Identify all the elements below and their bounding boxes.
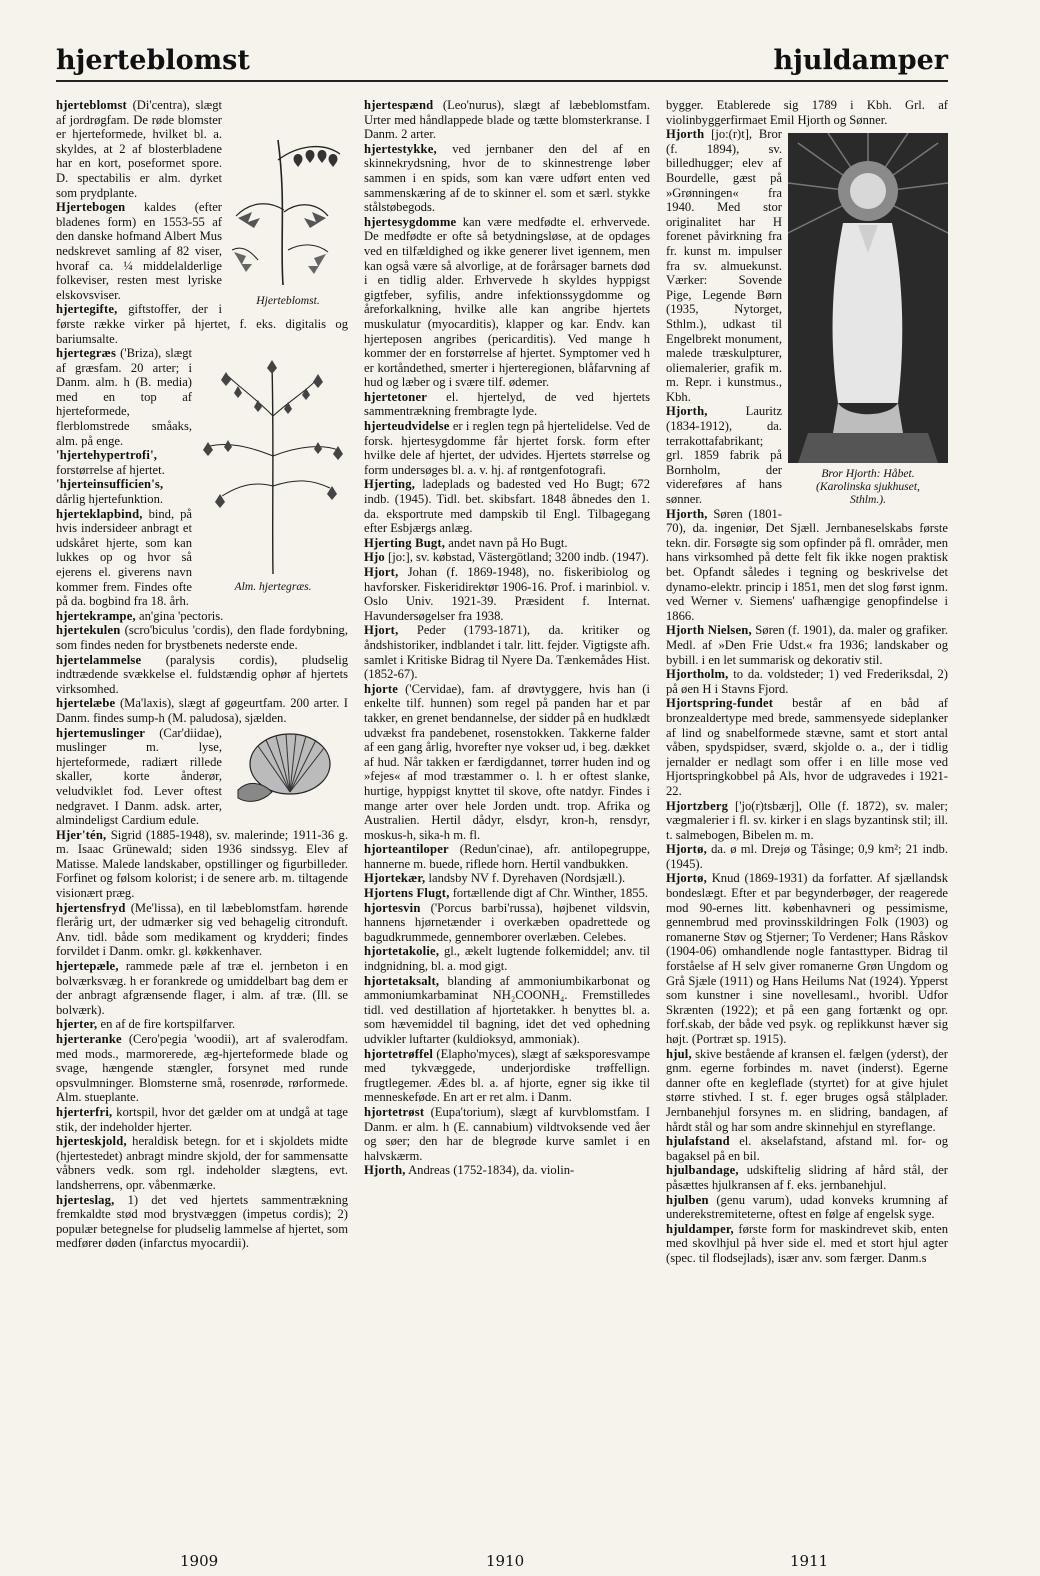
headword: Hjortens Flugt, — [364, 886, 450, 901]
headword: Hjortspring-fundet — [666, 696, 774, 711]
entry — [56, 609, 348, 624]
column-1 — [56, 98, 348, 1518]
headword: hjerteblomst — [56, 98, 127, 112]
entry-text: heraldisk betegn. for et i skjoldets midte (hjertestedet) anbragt mindre skjold, der for sammensatte våbners vedk. som rgl. indeholder slægtens, evt. landsherrens, opr. våbenmærke. — [56, 1134, 348, 1192]
headword: hjertelæbe — [56, 696, 116, 711]
hjertemusling-figure — [228, 730, 348, 814]
headword: Hjort, — [364, 565, 399, 579]
headword: hjerter, — [56, 1017, 98, 1032]
headword: hjertestykke, — [364, 141, 437, 156]
entry-text: blanding af ammoniumbikarbonat og ammoniumkarbaminat NH₂COONH₄. Fremstilledes tidl. ved destillation af hjortetakker. h benyttes bl. a. som hævemiddel til bagning, idet det ved ophedning udvikler luftarter (kuldioksyd, ammoniak). — [364, 973, 650, 1046]
page-number-left: 1909 — [180, 1552, 219, 1570]
entry — [666, 1163, 948, 1192]
entry-text: an'gina 'pectoris. — [135, 608, 224, 623]
entry-text: 1) det ved hjertets sammentrækning fremkaldte stød mod brystvæggen (impetus cordis); 2) populær betegnelse for pludselig lammelse af hjertet, som medfører døden (infarctus myocardii). — [56, 1192, 348, 1251]
entry — [56, 1134, 348, 1192]
entry — [666, 842, 948, 871]
entry-text: (genu varum), udad konveks krumning af underekstremiteterne, oftest en følge af engelsk syge. — [666, 1192, 948, 1222]
headword: Hjortzberg — [666, 798, 729, 813]
figure-caption: Alm. hjertegræs. — [234, 579, 312, 593]
headword: hjertekulen — [56, 623, 121, 638]
headword: hjertekrampe, — [56, 608, 136, 623]
entry — [364, 974, 650, 1047]
entry — [666, 871, 948, 1046]
headword: hjortesvin — [364, 900, 421, 915]
headword: hjerteslag, — [56, 1192, 115, 1207]
headword: Hjort, — [364, 623, 399, 638]
entry — [666, 623, 948, 667]
entry — [666, 667, 948, 696]
entry-text: to da. voldsteder; 1) ved Frederiksdal, 2) på øen H i Stavns Fjord. — [666, 667, 948, 696]
headword: hjertegifte, — [56, 302, 118, 317]
right-guide-word: hjuldamper — [773, 45, 948, 76]
entry-text: ('Briza), slægt af græsfam. 20 arter; i Danm. alm. h (B. media) med en top af hjerteformede, flerblomstrede småaks, alm. på enge. — [56, 346, 192, 448]
entry-text: bygger. Etablerede sig 1789 i Kbh. Grl. af violinbyggerfirmaet Emil Hjorth og Sønner. — [666, 98, 948, 127]
entry-text: dårlig hjertefunktion. — [56, 492, 164, 507]
entry-text: ['jo(r)tsbærj], Olle (f. 1872), sv. maler; vægmalerier i fl. sv. kirker i en slags byzantinsk stil; ill. t. salmebogen, Bibelen m. m. — [666, 798, 948, 842]
entry — [364, 536, 650, 551]
entry — [364, 901, 650, 945]
entry-text: en af de fire kortspilfarver. — [97, 1017, 236, 1032]
entry-text: kaldes (efter bladenes form) en 1553-55 af den danske hofmand Albert Mus nedskrevet samling af 82 viser, hvoraf ca. ¼ middelalderlige folkeviser, resten mest lyriske elskovsviser. — [56, 200, 222, 302]
entry — [666, 1222, 948, 1266]
entry-text: Peder (1793-1871), da. kritiker og åndshistoriker, indblandet i talr. litt. fejder. Vigtigste afh. samlet i Kritiske Bidrag til Nyere Da. Tænkemådes Hist. (1852-67). — [364, 623, 650, 682]
entry-text: kan være medfødte el. erhvervede. De medfødte er ofte så betydningsløse, at de opdages ved en tilfældighed og ikke generer livet igennem, men kan også være så alvorlige, at de forårsager barnets død i en tidlig alder. Erhvervede h skyldes hyppigst gigtfeber, syfilis, andre infektionssygdomme og åreforkalkning, hvilke alle kan angribe hjertets muskulatur (myocarditis), klapper og kar. Endv. kan hjerteposen angribes (pericarditis). Ved mange h kommer der en forstørrelse af hjertet. Symptomer ved h er kortåndethed, smerter i hjerteregionen, blåfarvning af hud og læber og i svære tilf. ødemer. — [364, 214, 650, 390]
entry-text: da. ø ml. Drejø og Tåsinge; 0,9 km²; 21 indb. (1945). — [666, 842, 948, 871]
page-number-center: 1910 — [486, 1552, 525, 1570]
entry-text: (Ma'laxis), slægt af gøgeurtfam. 200 arter. I Danm. findes sump-h (M. paludosa), sjælden. — [56, 696, 348, 725]
headword: hjulafstand — [666, 1134, 730, 1149]
quaking-grass-illustration — [198, 356, 348, 576]
entry — [56, 828, 348, 901]
headword: Hjerting Bugt, — [364, 535, 446, 550]
entry-text: [jo:(r)t], Bror (f. 1894), sv. billedhugger; elev af Bourdelle, gæst på »Grønningen« fra 1940. Med stor originalitet har H forenet påvirkning fra fr. kunst m. impulser fra sv. almuekunst. Værker: Sovende Pige, Legende Børn (1935, Nytorget, Sthlm.), udkast til Engelbrekt monument, malede træskulpturer, oliemalerier, grafik m. m. Repr. i kunstmus., Kbh. — [666, 127, 782, 404]
entry-text: (Car'diidae), muslinger m. lyse, hjerteformede, radiært rillede skaller, korte ånderør, veludviklet fod. Lever oftest nedgravet. I Danm. adsk. arter, almindeligst Cardium edule. — [56, 725, 222, 828]
entry-text: Johan (f. 1869-1948), no. fiskeribiolog og havforsker. Fiskeridirektør 1906-16. Prof. i marinbiol. v. Oslo Univ. 1921-39. Præsident f. Internat. Havundersøgelser fra 1938. — [364, 565, 650, 623]
headword: hjerterfri, — [56, 1104, 113, 1119]
left-guide-word: hjerteblomst — [56, 45, 250, 76]
column-2 — [364, 98, 650, 1518]
entry-text: ladeplads og badested ved Ho Bugt; 672 indb. (1945). Tidl. bet. skibsfart. 1848 åbnedes den 1. da. eksportrute med dampskib til Engl. Tilbagegang efter Esbjærgs anlæg. — [364, 477, 650, 536]
entry — [364, 419, 650, 477]
entry — [364, 1047, 650, 1105]
entry-text: ved jernbaner den del af en skinnekrydsning, hvor de to skinnestrenge løber sammen i en spids, som kan være udført enten ved sammenskæring af de to skinner el. som et særl. stykke stålstøbegods. — [364, 141, 650, 215]
entry-text: andet navn på Ho Bugt. — [445, 535, 568, 550]
entry-text: (Eupa'torium), slægt af kurvblomstfam. I Danm. er alm. h (E. cannabium) vildtvoksende ved åer og søer; den har de blegrøde kurve samlet i en halvskærm. — [364, 1104, 650, 1163]
entry-text: (Elapho'myces), slægt af sæksporesvampe med tykvæggede, underjordiske trøffellign. frugtlegemer. Ædes bl. a. af hjorte, egner sig ikke til menneskeføde. En art er ret alm. i Danm. — [364, 1046, 650, 1105]
entry — [666, 1193, 948, 1222]
headword: hjertemuslinger — [56, 725, 146, 740]
entry-text: Søren (1801-70), da. ingeniør, Det Sjæll. Jernbaneselskabs første tekn. dir. Forsøgte sig som opfinder på fl. områder, men hans virksomhed på dette felt fik ikke nogen praktisk bet. Opfandt således i tegning og beskrivelse det dynamo-elektr. princip i 1851, men det slog først ignm. ved Werner v. Siemens' uafhængige genopfindelse i 1866. — [666, 506, 948, 623]
entry — [364, 842, 650, 871]
entry — [56, 901, 348, 959]
entry-text: gl., ækelt lugtende folkemiddel; anv. til indgnidning, bl. a. mod gigt. — [364, 944, 650, 974]
entry-text: første form for maskindrevet skib, enten med skovlhjul på hver side el. med et stort hjul agter (spec. til flodsejlads), især anv. som færger. Danm.s — [666, 1221, 948, 1265]
entry — [364, 390, 650, 419]
sculpture-photo — [788, 133, 948, 463]
bleeding-heart-illustration — [228, 120, 348, 290]
headword: hjerteklapbind, — [56, 506, 143, 521]
headword: hjortetrøst — [364, 1104, 425, 1119]
headword: Hjorth — [666, 127, 705, 142]
headword: hjertelammelse — [56, 652, 142, 667]
headword: hjerteranke — [56, 1032, 122, 1046]
bror-hjorth-figure — [788, 133, 948, 506]
entry — [56, 302, 348, 346]
entry-text: (Me'lissa), en til læbeblomstfam. hørende flerårig urt, der udmærker sig ved behagelig citronduft. Anv. tidl. både som medikament og krydderi; findes forvildet i Danm. omkr. gl. køkkenhaver. — [56, 900, 348, 959]
entry-text: er i reglen tegn på hjertelidelse. Ved de forsk. hjertesygdomme får hjertet forsk. form efter hvilke dele af hjertet, der udvides. Hjertets størrelse og form undersøges bl. a. v. hj. af røntgenfotografi. — [364, 419, 650, 477]
entry — [364, 886, 650, 901]
headword: Hjorth, — [666, 404, 708, 419]
headword: Hjertebogen — [56, 200, 126, 215]
entry-text: (Cero'pegia 'woodii), art af svalerodfam. med mods., marmorerede, æg-hjerteformede blade og svage, hængende stængler, forsynet med runde opsvulmninger. Blomsterne små, rosenrøde, rørformede. Alm. stueplante. — [56, 1032, 348, 1105]
entry — [364, 1105, 650, 1163]
headword: Hjorth, — [666, 506, 708, 521]
entry — [666, 98, 948, 127]
entry — [666, 1047, 948, 1135]
headword: hjortetrøffel — [364, 1046, 434, 1061]
figure-caption: (Karolinska sjukhuset, — [816, 479, 920, 493]
headword: Hjorth Nielsen, — [666, 623, 752, 638]
entry — [56, 1193, 348, 1251]
entry — [364, 477, 650, 535]
headword: 'hjertehypertrofi', — [56, 448, 158, 463]
entry — [364, 1163, 650, 1178]
entry-text: ('Cervidae), fam. af drøvtyggere, hvis han (i enkelte tilf. hunnen) som regel på panden har et par takker, en grenet bendannelse, der sidder på en hudklædt udvækst fra pandebenet, rosenstokken. Takkerne falder af een gang årlig, hvorefter nye vokser ud, i beg. dækket af hud. Når takken er færdigdannet, tørrer huden ind og »fejes« af mod træstammer o. l. h er oftest slanke, hurtige, hyppigst knyttet til skove, ofte natdyr. Findes i mange arter over hele Jorden undt. trop. Afrika og Australien. Hertil dådyr, elsdyr, kron-h, rensdyr, moskus-h, sika-h m. fl. — [364, 681, 650, 842]
entry — [666, 507, 948, 624]
entry — [364, 550, 650, 565]
headword: hjertepæle, — [56, 959, 119, 974]
entry-text: (paralysis cordis), pludselig indtrædende svækkelse el. fuldstændig ophør af hjertets virksomhed. — [56, 652, 348, 696]
entry-text: ('Porcus barbi'russa), højbenet vildsvin, hannens hjørnetænder i overkæben opadrettede og bagudkrummede, gennemborer overlæben. Celebes. — [364, 900, 650, 944]
page-number-right: 1911 — [790, 1552, 829, 1570]
entry — [364, 215, 650, 390]
entry — [364, 565, 650, 623]
cockle-shell-illustration — [228, 730, 348, 810]
entry-text: (Di'centra), slægt af jordrøgfam. De røde blomster er hjerteformede, hvilket bl. a. skyldes, at 2 af blosterbladene har en kort, poseformet spore. D. spectabilis er alm. dyrket som prydplante. — [56, 98, 222, 200]
headword: 'hjerteinsufficien's, — [56, 477, 164, 492]
headword: hjertesygdomme — [364, 214, 457, 229]
headword: hjortetaksalt, — [364, 973, 440, 988]
entry-text: Lauritz (1834-1912), da. terrakottafabrikant; grl. 1859 fabrik på Bornholm, der videreføres af hans sønner. — [666, 404, 782, 507]
entry-text: (scro'biculus 'cordis), den flade fordybning, som findes neden for brystbenets nederste ende. — [56, 623, 348, 652]
figure-caption: Hjerteblomst. — [256, 293, 320, 307]
entry — [364, 944, 650, 973]
hjerteblomst-figure — [228, 120, 348, 307]
headword: Hjo — [364, 550, 385, 565]
entry-text: fortællende digt af Chr. Winther, 1855. — [449, 886, 649, 901]
page-header — [56, 40, 948, 82]
entry-text: [jo:], sv. købstad, Västergötland; 3200 indb. (1947). — [384, 550, 649, 565]
headword: hjulben — [666, 1192, 709, 1207]
entry-text: (Redun'cinae), afr. antilopegruppe, hannerne m. buede, riflede horn. Hertil vandbukken. — [364, 842, 650, 871]
entry-text: udskiftelig slidring af hård stål, der påsættes hjulkransen af f. eks. jernbanehjul. — [666, 1163, 948, 1192]
figure-caption: Bror Hjorth: Håbet. — [821, 466, 915, 480]
column-3 — [666, 98, 948, 1518]
entry — [666, 1134, 948, 1163]
entry — [666, 696, 948, 798]
hjertegraes-figure — [198, 356, 348, 593]
headword: hjerteudvidelse — [364, 419, 450, 434]
headword: hjuldamper, — [666, 1221, 734, 1236]
entry — [666, 799, 948, 843]
entry-text: giftstoffer, der i første række virker på hjertet, f. eks. digitalis og bariumsalte. — [56, 302, 348, 346]
headword: hjorteantiloper — [364, 842, 449, 857]
entry-text: landsby NV f. Dyrehaven (Nordsjæll.). — [425, 871, 626, 886]
headword: hjorte — [364, 681, 399, 696]
headword: Hjorth, — [364, 1163, 406, 1178]
entry — [56, 1017, 348, 1032]
headword: Hjortholm, — [666, 667, 729, 682]
headword: hjertespænd — [364, 98, 434, 112]
headword: hjertetoner — [364, 389, 428, 404]
headword: hjerteskjold, — [56, 1134, 127, 1149]
headword: hjortetakolie, — [364, 944, 440, 959]
entry-text: rammede pæle af træ el. jernbeton i en bolværksvæg. h er forankrede og umiddelbart bag dem er der anbragt afgrænsende flager, i alm. af træ. (Ill. se bolværk). — [56, 959, 348, 1017]
headword: hjertegræs — [56, 346, 117, 361]
entry-text: el. akselafstand, afstand ml. for- og bagaksel på en bil. — [666, 1134, 948, 1163]
entry-text: forstørrelse af hjertet. — [56, 462, 165, 477]
entry — [364, 682, 650, 843]
entry-text: bind, på hvis indersideer anbragt et udskåret hjerte, som kan lukkes op og hvor så ejerens el. giverens navn kommer frem. Findes ofte på da. bogbind fra 18. årh. — [56, 506, 192, 609]
entry — [364, 98, 650, 142]
entry — [56, 623, 348, 652]
headword: Hjer'tén, — [56, 827, 107, 842]
entry — [56, 1105, 348, 1134]
headword: hjertensfryd — [56, 900, 126, 915]
entry-text: Søren (f. 1901), da. maler og grafiker. Medl. af »Den Frie Udst.« fra 1936; landskaber og bybill. i en let summarisk og dekorativ stil. — [666, 623, 948, 667]
entry — [56, 696, 348, 725]
entry — [56, 653, 348, 697]
entry — [364, 623, 650, 681]
entry-text: el. hjertelyd, de ved hjertets sammentrækning frembragte lyde. — [364, 389, 650, 419]
headword: hjulbandage, — [666, 1163, 739, 1178]
headword: Hjerting, — [364, 477, 416, 492]
entry-text: Sigrid (1885-1948), sv. malerinde; 1911-36 g. m. Isaac Grünewald; siden 1936 sindssyg. Elev af Matisse. Malede landskaber, opstillinger og figurbilleder. Forfinet og følsom kolorist; i de senere arb. m. tiltagende visionært præg. — [56, 827, 348, 901]
figure-caption: Sthlm.). — [849, 492, 887, 506]
entry-text: kortspil, hvor det gælder om at undgå at tage stik, der indeholder hjerter. — [56, 1104, 348, 1134]
entry — [56, 1032, 348, 1105]
entry-text: Knud (1869-1931) da forfatter. Af sjællandsk bondeslægt. Efter et par begynderbøger, der reagerede mod 90-ernes litt. københavneri og pessimisme, gennembrud med provinsskildringen Folk (1903) og romanerne Støv og Stjerner; To Verdener; Hans Råskov (1904-06) omhandlende nogle fantasttyper. Bidrag til forståelse af H selv giver romanerne Grøn Ungdom og Grå Sjæle (1911) og Hans Heilums Nat (1924). Ypperst som kunstner i sine novellesaml., hvoribl. Udfor Skrænten (1922); et på een gang fortænkt og opr. forf.skab, der både ved psyk. og replikkunst hæver sig højt. (Portræt sp. 1915). — [666, 871, 948, 1046]
entry — [364, 871, 650, 886]
headword: Hjortekær, — [364, 871, 426, 886]
entry-text: skive bestående af kransen el. fælgen (yderst), der gnm. egerne forbindes m. navet (inderst). Egerne danner ofte en kegleflade (styrtet) for at give hjulet større stivhed. I st. f. eger bruges også stålplader. Jernbanehjul forsynes m. en slidring, bandagen, af hårdt stål og har som andre skinnehjul en styreflange. — [666, 1046, 948, 1134]
headword: Hjortø, — [666, 871, 707, 886]
entry — [364, 142, 650, 215]
headword: hjul, — [666, 1046, 692, 1061]
entry-text: består af en båd af bronzealdertype med brede, sammensyede sideplanker af lind og snabelformede stævne, samt et stort antal våben, spydspidser, sværd, skjolde o. a., der i tidlig jernalder er nedlagt som offer i en lille mose ved Hjortspringkobbel på Als, hvor de udgravedes i 1921-22. — [666, 696, 948, 798]
entry-text: Andreas (1752-1834), da. violin- — [405, 1163, 575, 1178]
headword: Hjortø, — [666, 842, 707, 857]
entry — [56, 959, 348, 1017]
entry-text: (Leo'nurus), slægt af læbeblomstfam. Urter med håndlappede blade og tætte blomsterkranse. I Danm. 2 arter. — [364, 98, 650, 142]
